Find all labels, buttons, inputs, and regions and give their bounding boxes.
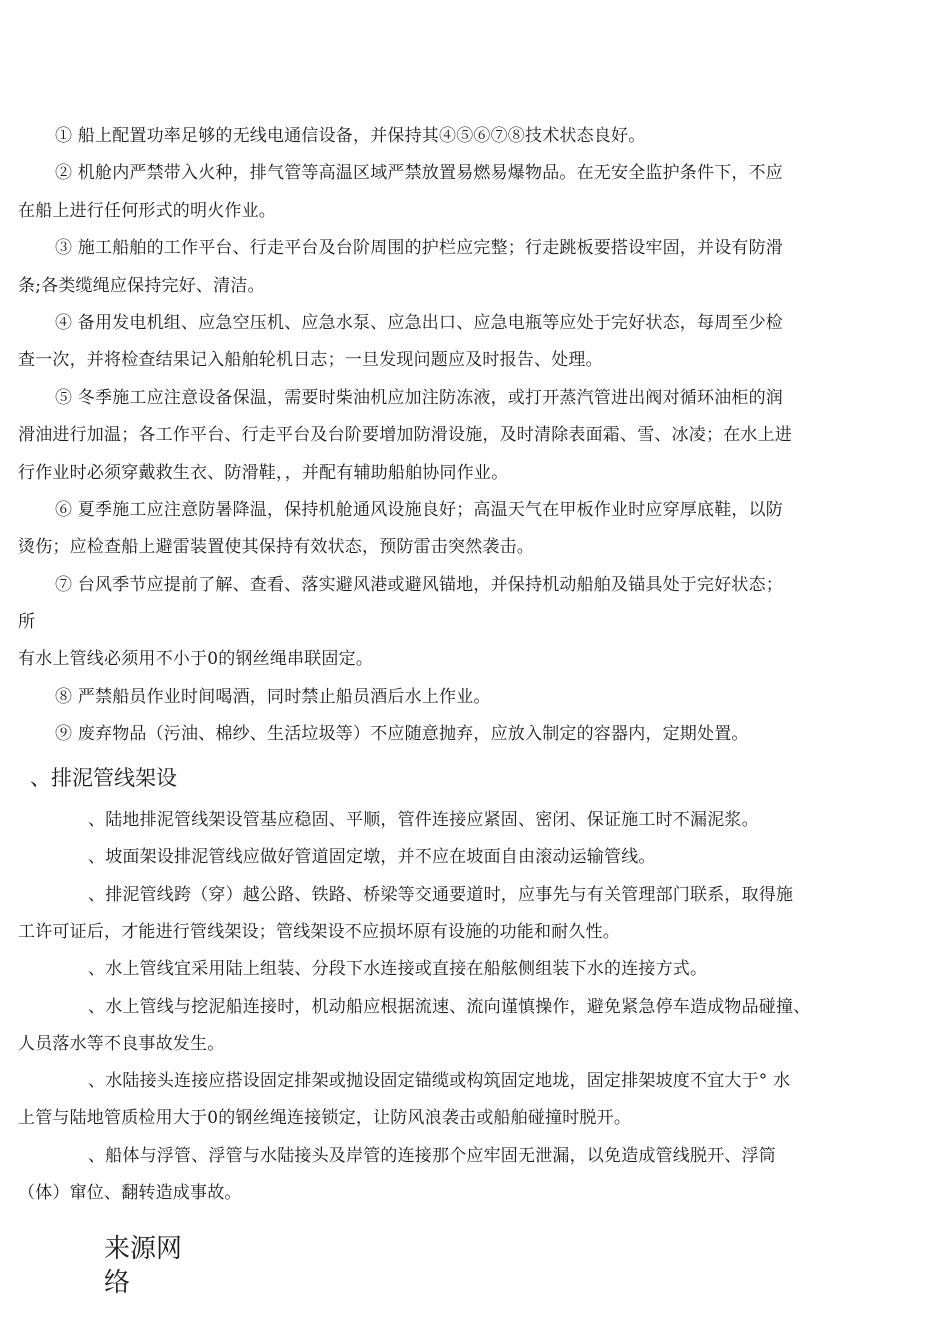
item-1-line: ① 船上配置功率足够的无线电通信设备，并保持其④⑤⑥⑦⑧技术状态良好。 [55, 126, 646, 146]
item-6-line-1: ⑥ 夏季施工应注意防暑降温，保持机舱通风设施良好；高温天气在甲板作业时应穿厚底鞋，以防 [55, 500, 784, 520]
source-note: 来源网络 [104, 1234, 183, 1298]
item-2-line-1: ② 机舱内严禁带入火种，排气管等高温区域严禁放置易燃易爆物品。在无安全监护条件下，不应 [55, 163, 784, 183]
item-2-line-2: 在船上进行任何形式的明火作业。 [18, 201, 276, 221]
item-5-line-3: 行作业时必须穿戴救生衣、防滑鞋，，并配有辅助船舶协同作业。 [18, 463, 509, 483]
section-line-7: 人员落水等不良事故发生。 [18, 1034, 225, 1054]
item-8-line: ⑧ 严禁船员作业时间喝酒，同时禁止船员酒后水上作业。 [55, 687, 491, 707]
section-line-10: 、船体与浮管、浮管与水陆接头及岸管的连接那个应牢固无泄漏，以免造成管线脱开、浮筒 [88, 1146, 776, 1166]
item-6-line-2: 烫伤；应检查船上避雷装置使其保持有效状态，预防雷击突然袭击。 [18, 537, 534, 557]
section-heading: 、排泥管线架设 [30, 766, 177, 790]
item-7-line-2: 所 [18, 612, 36, 632]
section-line-11: （体）窜位、翻转造成事故。 [18, 1183, 242, 1203]
section-line-9: 上管与陆地管质检用大于0的钢丝绳连接锁定，让防风浪袭击或船舶碰撞时脱开。 [18, 1108, 632, 1128]
section-line-3: 、排泥管线跨（穿）越公路、铁路、桥梁等交通要道时，应事先与有关管理部门联系，取得施 [88, 885, 794, 905]
section-line-2: 、坡面架设排泥管线应做好管道固定墩，并不应在坡面自由滚动运输管线。 [88, 847, 656, 867]
item-9-line: ⑨ 废弃物品（污油、棉纱、生活垃圾等）不应随意抛弃，应放入制定的容器内，定期处置。 [55, 724, 749, 744]
item-4-line-1: ④ 备用发电机组、应急空压机、应急水泵、应急出口、应急电瓶等应处于完好状态，每周至少检 [55, 313, 784, 333]
item-5-line-2: 滑油进行加温；各工作平台、行走平台及台阶要增加防滑设施，及时清除表面霜、雪、冰凌；在水上进 [18, 425, 792, 445]
section-line-1: 、陆地排泥管线架设管基应稳固、平顺，管件连接应紧固、密闭、保证施工时不漏泥浆。 [88, 810, 759, 830]
item-4-line-2: 查一次，并将检查结果记入船舶轮机日志；一旦发现问题应及时报告、处理。 [18, 350, 603, 370]
item-5-line-1: ⑤ 冬季施工应注意设备保温，需要时柴油机应加注防冻液，或打开蒸汽管进出阀对循环油柜的润 [55, 388, 784, 408]
section-line-6: 、水上管线与挖泥船连接时，机动船应根据流速、流向谨慎操作，避免紧急停车造成物品碰撞、 [88, 997, 811, 1017]
item-7-line-3: 有水上管线必须用不小于0的钢丝绳串联固定。 [18, 649, 374, 669]
item-3-line-1: ③ 施工船舶的工作平台、行走平台及台阶周围的护栏应完整；行走跳板要搭设牢固，并设有防滑 [55, 238, 784, 258]
item-7-line-1: ⑦ 台风季节应提前了解、查看、落实避风港或避风锚地，并保持机动船舶及锚具处于完好状态； [55, 575, 784, 595]
section-line-4: 工许可证后，才能进行管线架设；管线架设不应损坏原有设施的功能和耐久性。 [18, 922, 620, 942]
section-line-8: 、水陆接头连接应搭设固定排架或抛设固定锚缆或构筑固定地垅，固定排架坡度不宜大于° 水 [88, 1071, 791, 1091]
item-3-line-2: 条;各类缆绳应保持完好、清洁。 [18, 276, 265, 296]
section-line-5: 、水上管线宜采用陆上组装、分段下水连接或直接在船舷侧组装下水的连接方式。 [88, 959, 708, 979]
